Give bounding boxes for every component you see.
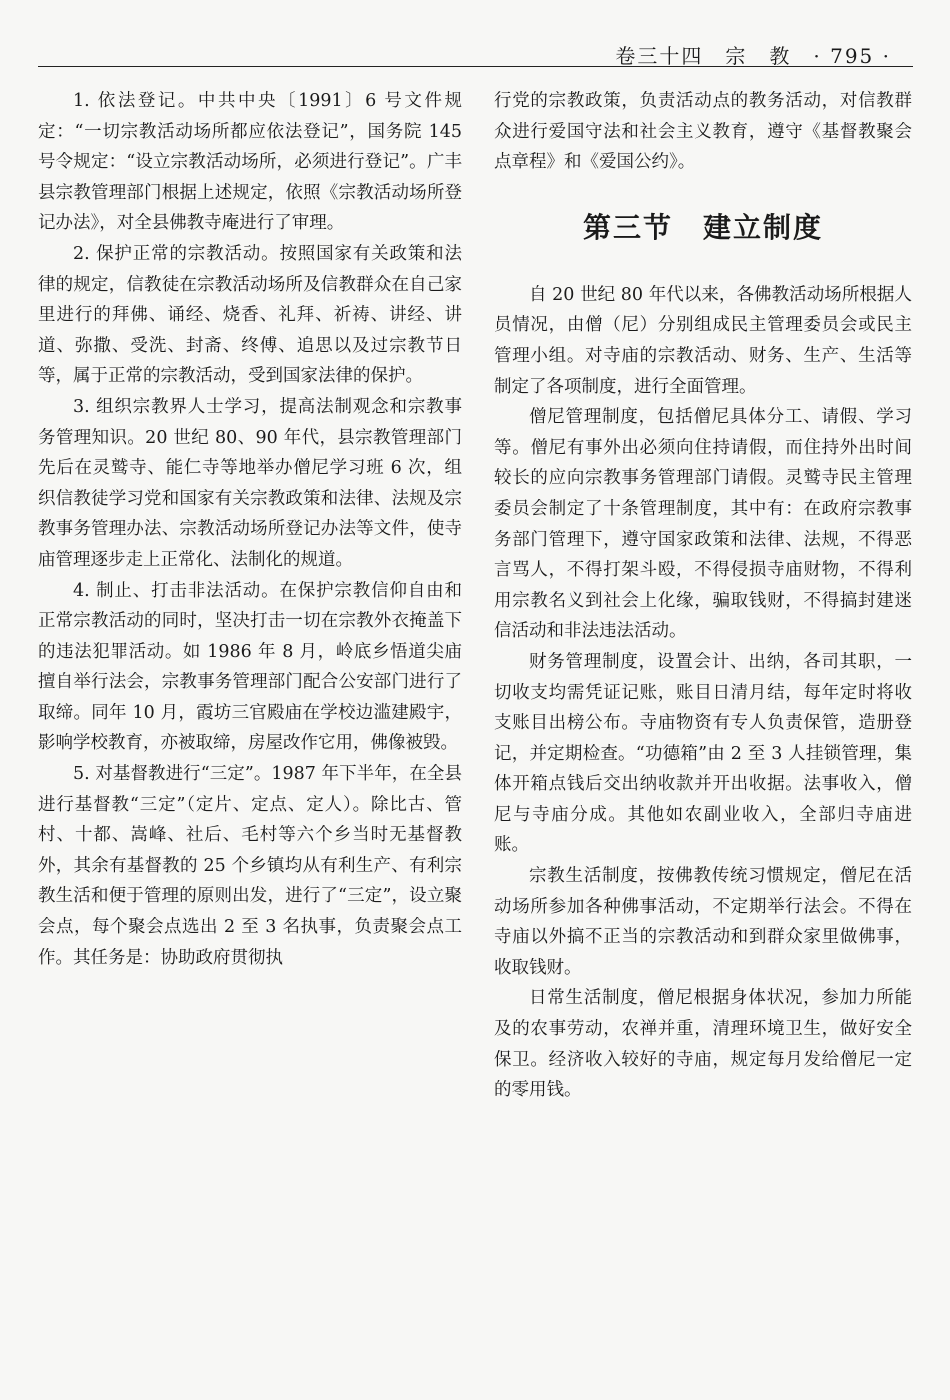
page-header	[38, 40, 913, 67]
paragraph-stop-illegal: 4. 制止、打击非法活动。在保护宗教信仰自由和正常宗教活动的同时，坚决打击一切在宗教外衣掩盖下的违法犯罪活动。如 1986 年 8 月，岭底乡悟道尖庙擅自举行法会，宗教事务管理部门配合公安部门进行了取缔。同年 10 月，霞坊三官殿庙在学校边滥建殿宇，影响学校教育，亦被取缔，房屋改作它用，佛像被毁。	[38, 580, 462, 754]
paragraph-finance-management: 财务管理制度，设置会计、出纳，各司其职，一切收支均需凭证记账，账目日清月结，每年定时将收支账目出榜公布。寺庙物资有专人负责保管，造册登记，并定期检查。“功德箱”由 2 至 3 人挂锁管理，集体开箱点钱后交出纳收款并开出收据。法事收入，僧尼与寺庙分成。其他如农副业收入，全部归寺庙进账。	[494, 651, 912, 856]
paragraph-intro: 自 20 世纪 80 年代以来，各佛教活动场所根据人员情况，由僧（尼）分别组成民主管理委员会或民主管理小组。对寺庙的宗教活动、财务、生产、生活等制定了各项制度，进行全面管理。	[494, 284, 912, 397]
paragraph-protect-activities: 2. 保护正常的宗教活动。按照国家有关政策和法律的规定，信教徒在宗教活动场所及信教群众在自己家里进行的拜佛、诵经、烧香、礼拜、祈祷、讲经、讲道、弥撒、受洗、封斋、终傅、追思以及过宗教节日等，属于正常的宗教活动，受到国家法律的保护。	[38, 243, 462, 387]
running-head: 卷三十四 宗 教 · 795 ·	[615, 44, 891, 68]
paragraph-three-fixes: 5. 对基督教进行“三定”。1987 年下半年，在全县进行基督教“三定”（定片、定点、定人）。除比古、管村、十都、嵩峰、社后、毛村等六个乡当时无基督教外，其余有基督教的 25 个乡镇均从有利生产、有利宗教生活和便于管理的原则出发，进行了“三定”，设立聚会点，每个聚会点选出 2 至 3 名执事，负责聚会点工作。其任务是：协助政府贯彻执	[38, 764, 462, 968]
paragraph-religious-life: 宗教生活制度，按佛教传统习惯规定，僧尼在活动场所参加各种佛事活动，不定期举行法会。不得在寺庙以外搞不正当的宗教活动和到群众家里做佛事，收取钱财。	[494, 866, 912, 978]
paragraph-registration: 1. 依法登记。中共中央〔1991〕6 号文件规定：“一切宗教活动场所都应依法登记”，国务院 145 号令规定：“设立宗教活动场所，必须进行登记”。广丰县宗教管理部门根据上述规定，依照《宗教活动场所登记办法》，对全县佛教寺庵进行了审理。	[38, 91, 462, 234]
right-column	[494, 86, 912, 1106]
paragraph-monk-management: 僧尼管理制度，包括僧尼具体分工、请假、学习等。僧尼有事外出必须向住持请假，而住持外出时间较长的应向宗教事务管理部门请假。灵鹫寺民主管理委员会制定了十条管理制度，其中有：在政府宗教事务部门管理下，遵守国家政策和法律、法规，不得恶言骂人，不得打架斗殴，不得侵损寺庙财物，不得利用宗教名义到社会上化缘，骗取钱财，不得搞封建迷信活动和非法违法活动。	[494, 407, 912, 642]
section-title: 第三节 建立制度	[582, 210, 823, 244]
paragraph-daily-life: 日常生活制度，僧尼根据身体状况，参加力所能及的农事劳动，农禅并重，清理环境卫生，做好安全保卫。经济收入较好的寺庙，规定每月发给僧尼一定的零用钱。	[494, 988, 912, 1101]
left-column	[38, 86, 462, 973]
paragraph-continuation: 行党的宗教政策，负责活动点的教务活动，对信教群众进行爱国守法和社会主义教育，遵守《基督教聚会点章程》和《爱国公约》。	[494, 91, 912, 173]
paragraph-study: 3. 组织宗教界人士学习，提高法制观念和宗教事务管理知识。20 世纪 80、90 年代，县宗教管理部门先后在灵鹫寺、能仁寺等地举办僧尼学习班 6 次，组织信教徒学习党和国家有关宗教政策和法律、法规及宗教事务管理办法、宗教活动场所登记办法等文件，使寺庙管理逐步走上正常化、法制化的规道。	[38, 396, 462, 570]
